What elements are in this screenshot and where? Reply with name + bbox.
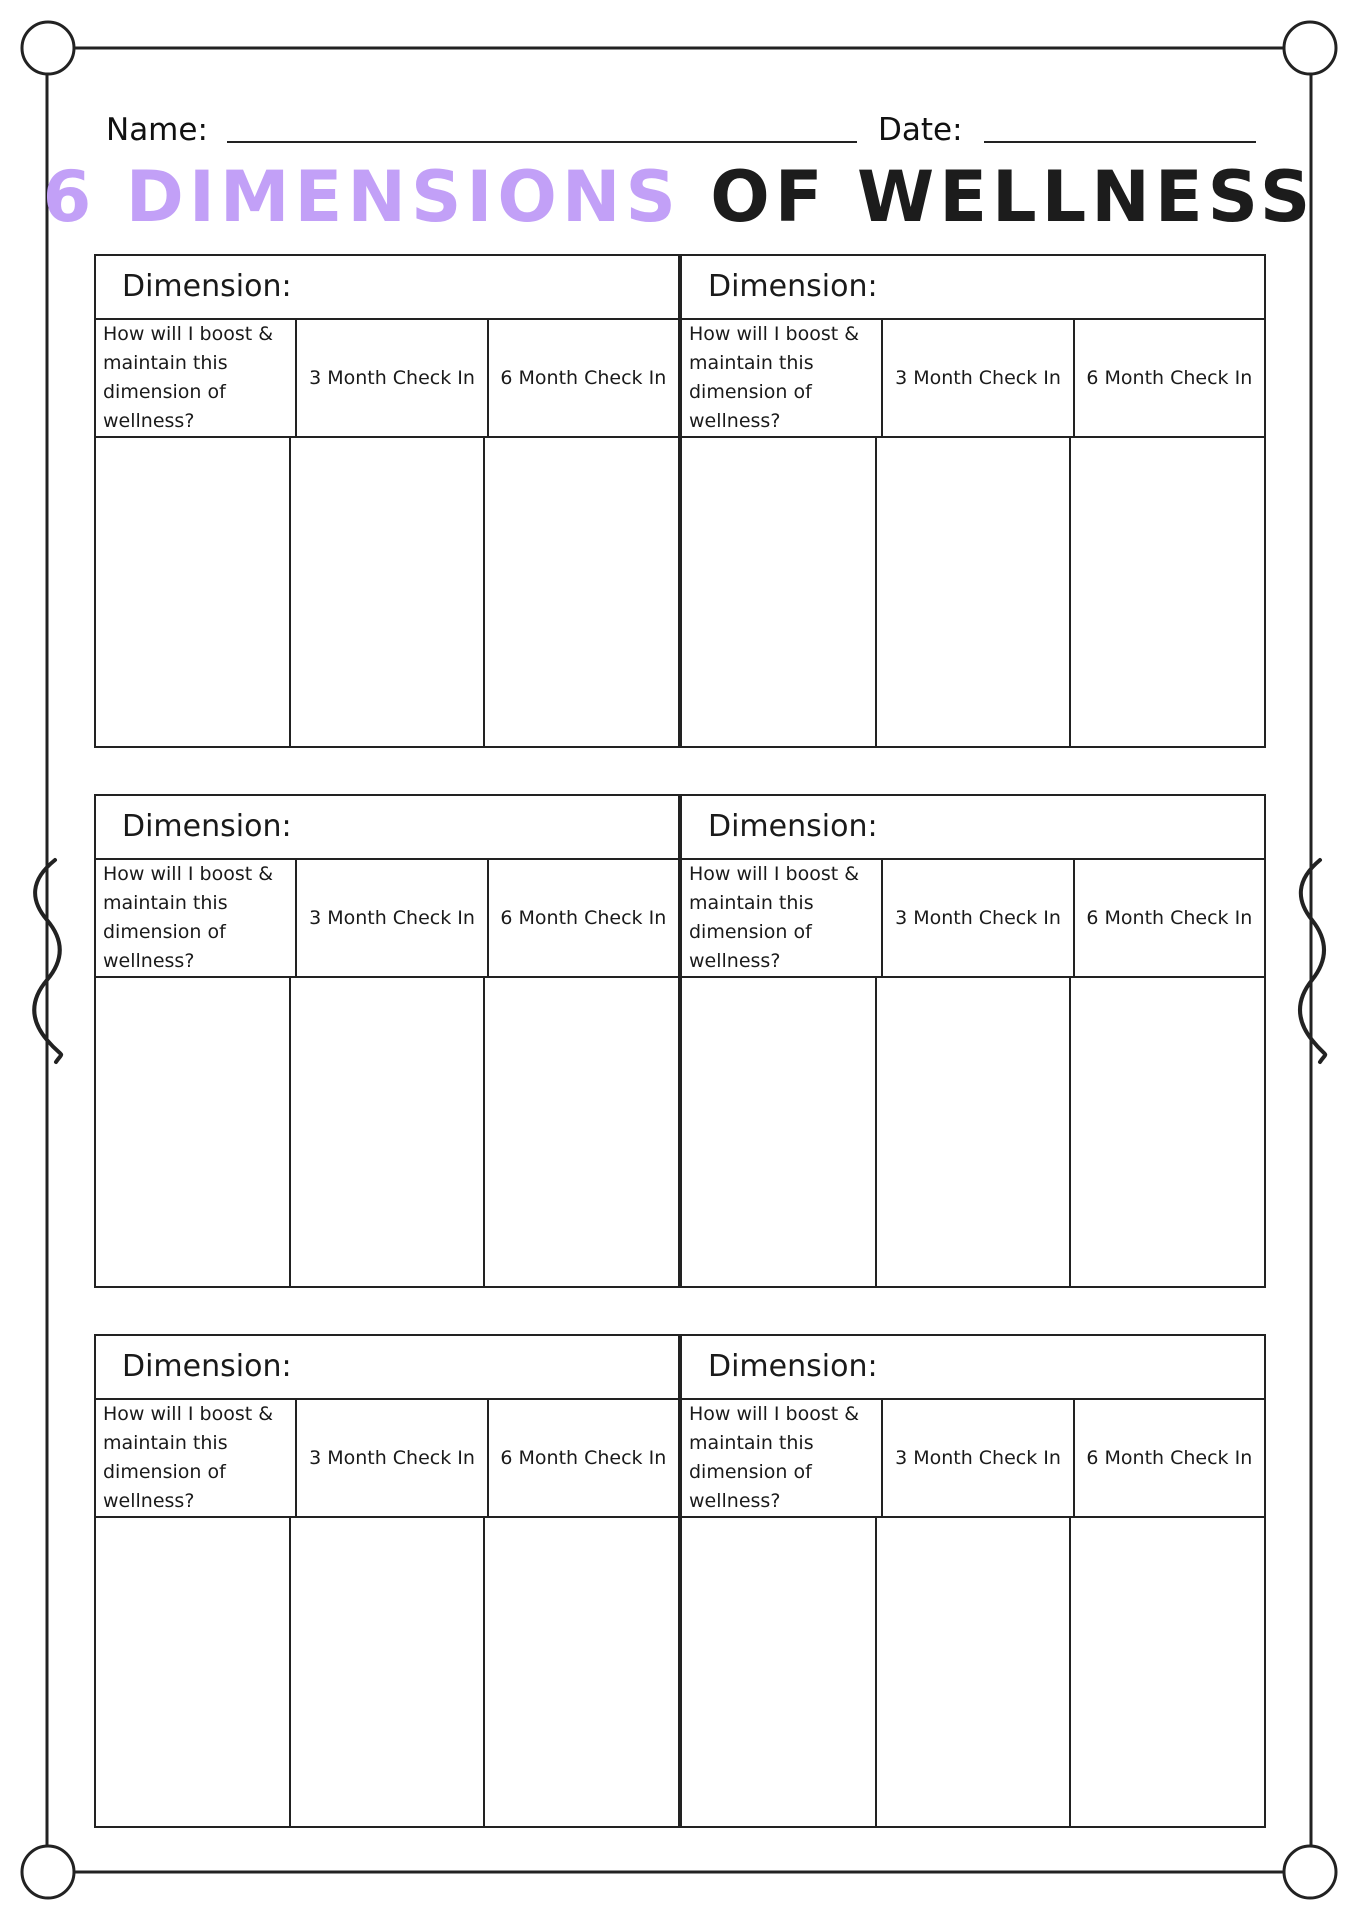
6-month-writing-cell[interactable] [485,438,678,746]
column-header-3-month: 3 Month Check In [883,860,1074,976]
dimension-heading-row[interactable] [682,1336,1264,1400]
column-header-row [96,1400,678,1518]
writing-area [682,1518,1264,1826]
writing-area [96,978,678,1286]
column-header-3-month: 3 Month Check In [883,1400,1074,1516]
6-month-writing-cell[interactable] [485,978,678,1286]
date-label: Date: [878,112,963,148]
column-header-boost: How will I boost & maintain this dimension of wellness? [96,860,297,976]
6-month-writing-cell[interactable] [485,1518,678,1826]
column-header-boost: How will I boost & maintain this dimension of wellness? [682,860,883,976]
dimension-label: Dimension: [122,1349,292,1384]
corner-circle-top-right [1284,22,1336,74]
corner-circle-top-left [22,22,74,74]
dimension-heading-row[interactable] [96,796,678,860]
column-header-row [96,860,678,978]
dimension-panel [94,254,680,748]
squiggle-right [1300,860,1325,1062]
column-header-6-month: 6 Month Check In [500,366,667,389]
column-header-row [682,1400,1264,1518]
column-header-row [96,320,678,438]
name-label: Name: [106,112,208,148]
column-header-3-month: 3 Month Check In [883,320,1074,436]
dimension-label: Dimension: [122,809,292,844]
column-header-boost: How will I boost & maintain this dimension of wellness? [96,1400,297,1516]
writing-area [682,438,1264,746]
column-header-6-month: 6 Month Check In [500,906,667,929]
dimension-heading-row[interactable] [682,796,1264,860]
3-month-writing-cell[interactable] [291,1518,486,1826]
column-header-3-month: 3 Month Check In [297,320,488,436]
6-month-writing-cell[interactable] [1071,1518,1264,1826]
column-header-boost: How will I boost & maintain this dimension of wellness? [96,320,297,436]
boost-writing-cell[interactable] [96,978,291,1286]
column-header-boost: How will I boost & maintain this dimension of wellness? [682,1400,883,1516]
dimension-panel [94,794,680,1288]
writing-area [682,978,1264,1286]
3-month-writing-cell[interactable] [877,438,1072,746]
page-title [0,156,1358,238]
dimension-heading-row[interactable] [96,256,678,320]
dimension-heading-row[interactable] [682,256,1264,320]
writing-area [96,438,678,746]
title-dark-part: OF WELLNESS [710,156,1316,238]
column-header-3-month: 3 Month Check In [297,1400,488,1516]
corner-circle-bottom-right [1284,1846,1336,1898]
dimension-label: Dimension: [122,269,292,304]
column-header-row [682,860,1264,978]
column-header-6-month: 6 Month Check In [1086,906,1253,929]
dimension-panel [680,1334,1266,1828]
3-month-writing-cell[interactable] [877,978,1072,1286]
column-header-6-month: 6 Month Check In [1086,1446,1253,1469]
column-header-row [682,320,1264,438]
dimension-panel [680,794,1266,1288]
column-header-6-month: 6 Month Check In [1086,366,1253,389]
corner-circle-bottom-left [22,1846,74,1898]
column-header-boost: How will I boost & maintain this dimension of wellness? [682,320,883,436]
boost-writing-cell[interactable] [96,438,291,746]
6-month-writing-cell[interactable] [1071,978,1264,1286]
3-month-writing-cell[interactable] [291,978,486,1286]
dimension-label: Dimension: [708,269,878,304]
boost-writing-cell[interactable] [682,978,877,1286]
dimension-label: Dimension: [708,1349,878,1384]
dimension-panel [680,254,1266,748]
column-header-3-month: 3 Month Check In [297,860,488,976]
writing-area [96,1518,678,1826]
column-header-6-month: 6 Month Check In [500,1446,667,1469]
dimension-panel [94,1334,680,1828]
boost-writing-cell[interactable] [682,1518,877,1826]
3-month-writing-cell[interactable] [877,1518,1072,1826]
dimension-label: Dimension: [708,809,878,844]
dimension-heading-row[interactable] [96,1336,678,1400]
title-purple-part: 6 DIMENSIONS [42,156,681,238]
6-month-writing-cell[interactable] [1071,438,1264,746]
boost-writing-cell[interactable] [96,1518,291,1826]
date-line[interactable] [984,141,1256,143]
name-line[interactable] [227,141,857,143]
boost-writing-cell[interactable] [682,438,877,746]
3-month-writing-cell[interactable] [291,438,486,746]
